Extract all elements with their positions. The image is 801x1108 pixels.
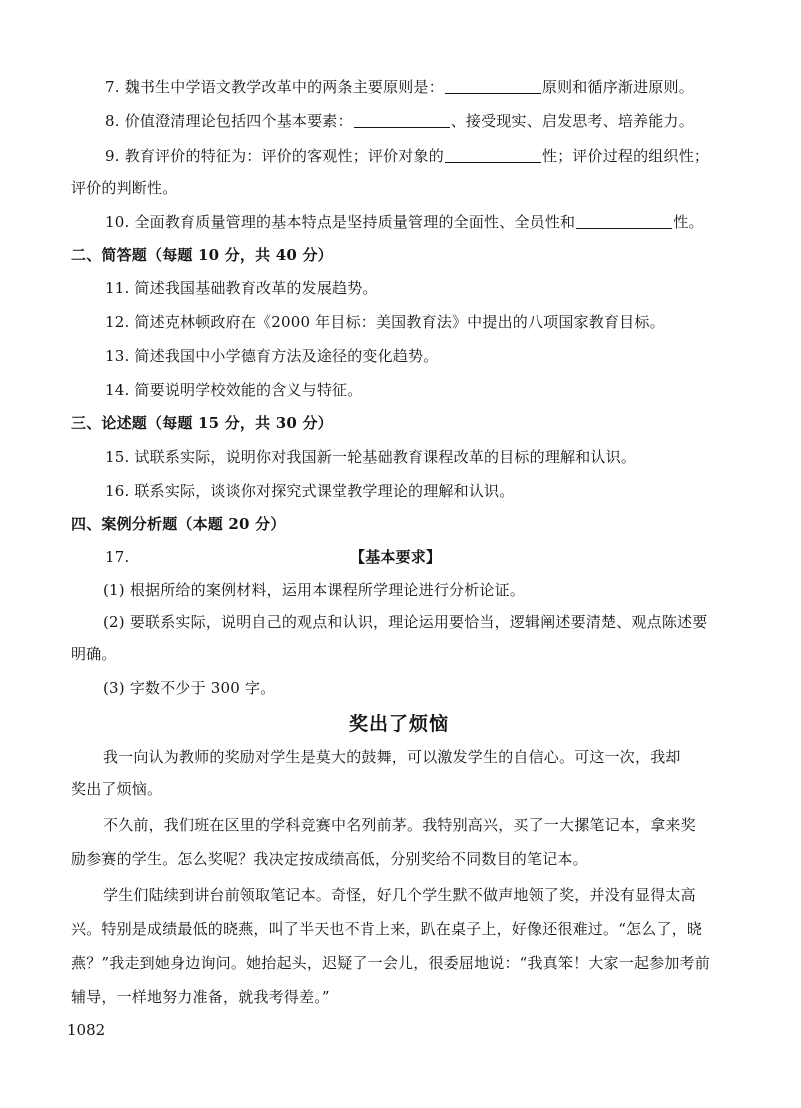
case-paragraph-line: 燕？”我走到她身边询问。她抬起头，迟疑了一会儿，很委屈地说：“我真笨！大家一起参加考前 <box>71 954 710 972</box>
question-11: 11. 简述我国基础教育改革的发展趋势。 <box>105 279 378 297</box>
question-16: 16. 联系实际，谈谈你对探究式课堂教学理论的理解和认识。 <box>105 482 515 500</box>
answer-blank <box>445 78 541 94</box>
question-text-after: 、接受现实、启发思考、培养能力。 <box>450 112 694 130</box>
question-9-continuation: 评价的判断性。 <box>71 179 178 197</box>
answer-blank <box>354 112 450 128</box>
requirement-1: (1) 根据所给的案例材料，运用本课程所学理论进行分析论证。 <box>103 581 526 599</box>
requirement-2-continuation: 明确。 <box>71 645 117 663</box>
question-text: 魏书生中学语文教学改革中的两条主要原则是： <box>124 78 444 96</box>
question-number: 7. <box>105 78 120 96</box>
requirements-label: 【基本要求】 <box>350 548 442 566</box>
case-paragraph-line: 奖出了烦恼。 <box>71 780 163 798</box>
answer-blank <box>445 147 541 163</box>
question-15: 15. 试联系实际，说明你对我国新一轮基础教育课程改革的目标的理解和认识。 <box>105 448 637 466</box>
case-paragraph-line: 励参赛的学生。怎么奖呢？我决定按成绩高低，分别奖给不同数目的笔记本。 <box>71 850 588 868</box>
section-4-heading: 四、案例分析题（本题 20 分） <box>71 515 286 533</box>
section-2-heading: 二、简答题（每题 10 分，共 40 分） <box>71 246 333 264</box>
question-text-after: 原则和循序渐进原则。 <box>541 78 694 96</box>
question-text-after: 性。 <box>673 213 704 231</box>
section-3-heading: 三、论述题（每题 15 分，共 30 分） <box>71 414 333 432</box>
question-7 <box>105 77 694 97</box>
question-17-number: 17. <box>105 548 130 566</box>
case-paragraph-line: 辅导，一样地努力准备，就我考得差。” <box>71 988 330 1006</box>
question-9 <box>105 146 709 166</box>
question-number: 8. <box>105 112 120 130</box>
answer-blank <box>576 213 672 229</box>
requirement-3: (3) 字数不少于 300 字。 <box>103 679 276 697</box>
requirement-2: (2) 要联系实际，说明自己的观点和认识，理论运用要恰当，逻辑阐述要清楚、观点陈述要 <box>103 613 708 631</box>
case-paragraph-line: 不久前，我们班在区里的学科竞赛中名列前茅。我特别高兴，买了一大摞笔记本，拿来奖 <box>103 816 696 834</box>
question-10 <box>105 212 704 232</box>
question-text-after: 性；评价过程的组织性； <box>541 147 710 165</box>
question-number: 9. <box>105 147 120 165</box>
case-paragraph-line: 我一向认为教师的奖励对学生是莫大的鼓舞，可以激发学生的自信心。可这一次，我却 <box>103 748 681 766</box>
case-paragraph-line: 兴。特别是成绩最低的晓燕，叫了半天也不肯上来，趴在桌子上，好像还很难过。“怎么了，晓 <box>71 920 703 938</box>
question-14: 14. 简要说明学校效能的含义与特征。 <box>105 381 363 399</box>
question-13: 13. 简述我国中小学德育方法及途径的变化趋势。 <box>105 347 439 365</box>
question-text: 全面教育质量管理的基本特点是坚持质量管理的全面性、全员性和 <box>134 213 576 231</box>
question-text: 价值澄清理论包括四个基本要素： <box>124 112 353 130</box>
question-8 <box>105 111 694 131</box>
page-number: 1082 <box>67 1021 106 1039</box>
question-text: 教育评价的特征为：评价的客观性；评价对象的 <box>124 147 444 165</box>
question-number: 10. <box>105 213 130 231</box>
question-12: 12. 简述克林顿政府在《2000 年目标：美国教育法》中提出的八项国家教育目标。 <box>105 313 665 331</box>
case-paragraph-line: 学生们陆续到讲台前领取笔记本。奇怪，好几个学生默不做声地领了奖，并没有显得太高 <box>103 886 696 904</box>
case-title: 奖出了烦恼 <box>349 713 450 735</box>
